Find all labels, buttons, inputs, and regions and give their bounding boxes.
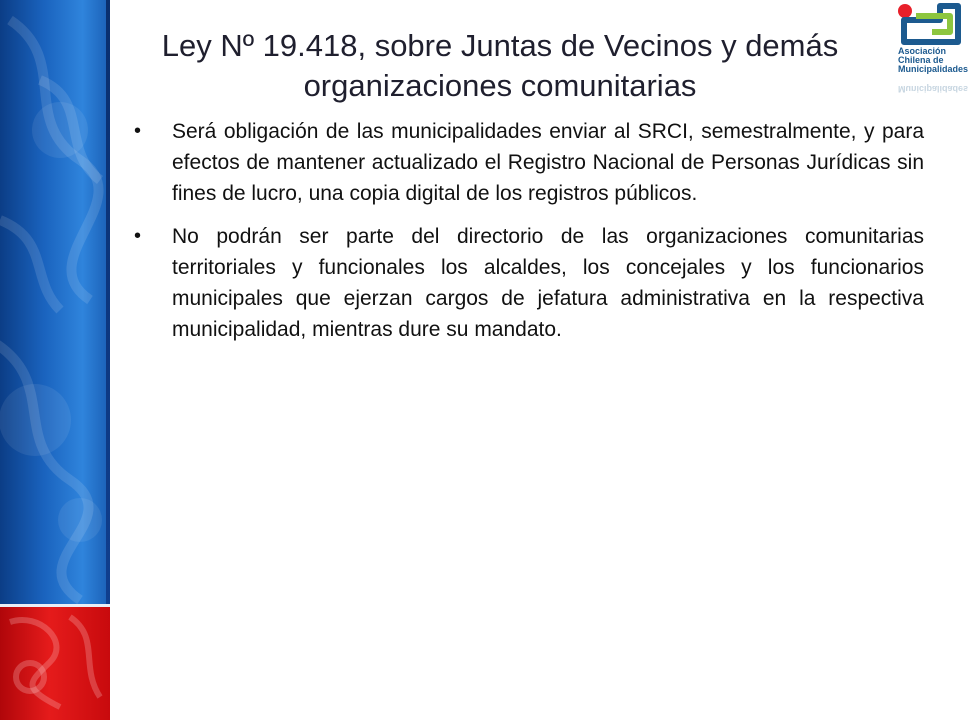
- bullet-icon: •: [134, 120, 142, 142]
- bullet-text: No podrán ser parte del directorio de las organizaciones comunitarias territoriales y funcionales los alcaldes, los concejales y los funcionarios municipales que ejerzan cargos de jefatura administrativa en la respectiva municipalidad, mientras dure su mandato.: [172, 225, 924, 341]
- red-swirl-pattern: [0, 607, 110, 720]
- bullet-text: Será obligación de las municipalidades enviar al SRCI, semestralmente, y para efectos de mantener actualizado el Registro Nacional de Personas Jurídicas sin fines de lucro, una copia digital de los registros públicos.: [172, 120, 924, 205]
- logo-line-2: Chilena de: [898, 55, 944, 65]
- swirl-pattern: [0, 0, 110, 607]
- bullet-item: [126, 116, 924, 209]
- left-decorative-red-bar: [0, 607, 110, 720]
- logo-line-1: Asociación: [898, 46, 947, 56]
- bullet-list: [126, 116, 924, 357]
- bullet-item: [126, 221, 924, 345]
- slide-title: Ley Nº 19.418, sobre Juntas de Vecinos y demás organizaciones comunitarias: [161, 28, 839, 103]
- logo-reflection: Municipalidades: [898, 84, 968, 94]
- logo-text: [898, 46, 968, 74]
- achm-logo-icon: [890, 0, 960, 48]
- bullet-icon: •: [134, 225, 142, 247]
- logo-line-3: Municipalidades: [898, 64, 968, 74]
- left-decorative-blue-bar: [0, 0, 110, 607]
